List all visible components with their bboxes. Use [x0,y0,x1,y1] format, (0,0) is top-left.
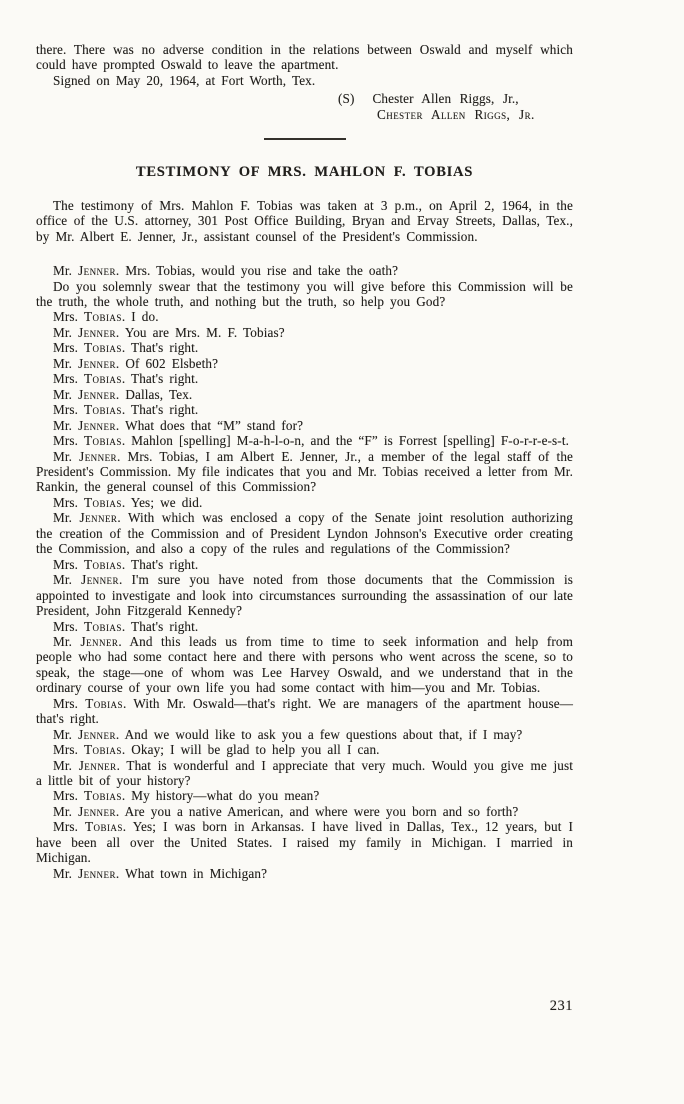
dialogue-paragraph [36,309,573,324]
dialogue-paragraph [36,619,573,634]
dialogue-text: Mrs. Tobias, would you rise and take the oath? [125,263,399,279]
dialogue-paragraph [36,356,573,371]
speaker-label: Mr. Jenner. [53,448,128,464]
dialogue-paragraph [36,804,573,819]
dialogue-paragraph [36,727,573,742]
dialogue-paragraph [36,449,573,495]
dialogue-paragraph [36,418,573,433]
speaker-label: Mr. Jenner. [53,510,129,526]
dialogue-paragraph [36,279,573,310]
dialogue-text: I do. [131,309,159,325]
speaker-label: Mrs. Tobias. [53,402,132,418]
dialogue-text: Mrs. Tobias, I am Albert E. Jenner, Jr., a member of the legal staff of the President's Commission. My file indicates that you and Mr. Tobias received a letter from Mr. Rankin, the general counsel of this Commission? [36,448,574,495]
dialogue-paragraph [36,634,573,696]
signature-name-smallcaps: Chester Allen Riggs, Jr. [377,106,535,122]
dialogue-text: I'm sure you have noted from those documents that the Commission is appointed to investigate and look into circumstances surrounding the assassination of our late President, John Fitzgerald Kennedy? [36,572,573,619]
dialogue-text: Dallas, Tex. [125,386,193,402]
dialogue-text: With Mr. Oswald—that's right. We are managers of the apartment house—that's right. [36,695,573,727]
dialogue-text: With which was enclosed a copy of the Senate joint resolution authorizing the creation of the Commission and of President Lyndon Johnson's Executive order creating the Commission, and also a copy of the rules and regulations of the Commission? [36,510,573,557]
speaker-label: Mrs. Tobias. [53,556,132,572]
speaker-label: Mrs. Tobias. [53,819,133,835]
dialogue-text: Do you solemnly swear that the testimony you will give before this Commission will be the truth, the whole truth, and nothing but the truth, so help you God? [36,278,573,309]
speaker-label: Mrs. Tobias. [53,742,132,758]
dialogue-paragraph [36,433,573,448]
speaker-label: Mr. Jenner. [53,633,130,649]
dialogue-paragraph [36,402,573,417]
dialogue-paragraph [36,340,573,355]
speaker-label: Mrs. Tobias. [53,494,131,510]
speaker-label: Mr. Jenner. [53,417,126,433]
speaker-label: Mrs. Tobias. [53,788,132,804]
dialogue-paragraph [36,742,573,757]
dialogue-text: Okay; I will be glad to help you all I can. [131,742,380,758]
dialogue-text: Yes; we did. [130,494,203,510]
signature-block [338,91,573,122]
testimony-heading: TESTIMONY OF MRS. MAHLON F. TOBIAS [135,164,474,181]
speaker-label: Mr. Jenner. [53,572,132,588]
dialogue-text: What town in Michigan? [125,865,268,881]
signature-line-typed [338,91,573,106]
speaker-label: Mr. Jenner. [53,263,126,279]
speaker-label: Mr. Jenner. [53,726,125,742]
dialogue-text: That's right. [131,402,199,418]
speaker-label: Mrs. Tobias. [53,433,132,449]
dialogue-paragraph [36,495,573,510]
dialogue-text: You are Mrs. M. F. Tobias? [124,324,285,340]
dialogue-text: And this leads us from time to time to seek information and help from people who had some contact here and there with persons who went across the scene, so to speak, the stage—one of whom was Lee Harvey Oswald, and we understand that in the ordinary course of your own life you had some contact with him—you and Mr. Tobias. [36,633,573,696]
dialogue-paragraph [36,788,573,803]
signature-name-typed: Chester Allen Riggs, Jr., [372,91,519,107]
dialogue-text: My history—what do you mean? [131,788,320,804]
dialogue-text: And we would like to ask you a few questions about that, if I may? [124,726,523,742]
dialogue-paragraph [36,510,573,556]
speaker-label: Mrs. Tobias. [53,340,132,356]
speaker-label: Mr. Jenner. [53,757,127,773]
dialogue-text: That's right. [131,556,199,572]
speaker-label: Mrs. Tobias. [53,695,134,711]
dialogue-text: What does that “M” stand for? [125,417,304,433]
testimony-intro: The testimony of Mrs. Mahlon F. Tobias was taken at 3 p.m., on April 2, 1964, in the office of the U.S. attorney, 301 Post Office Building, Bryan and Ervay Streets, Dallas, Tex., by Mr. Albert E. Jenner, Jr., assistant counsel of the President's Commission. [36,197,573,244]
dialogue-text: Are you a native American, and where were you born and so forth? [124,803,519,819]
dialogue-text: Of 602 Elsbeth? [125,355,219,371]
page-number: 231 [549,998,573,1014]
dialogue-paragraph [36,866,573,881]
dialogue-paragraph [36,325,573,340]
speaker-label: Mrs. Tobias. [53,618,132,634]
section-divider [264,138,346,140]
dialogue [36,263,573,881]
speaker-label: Mr. Jenner. [53,355,126,371]
dialogue-paragraph [36,371,573,386]
prior-testimony-continuation: there. There was no adverse condition in the relations between Oswald and myself which could have prompted Oswald to leave the apartment. [36,42,573,73]
dialogue-paragraph [36,572,573,618]
dialogue-paragraph [36,758,573,789]
dialogue-paragraph [36,819,573,865]
speaker-label: Mr. Jenner. [53,386,126,402]
signed-line: Signed on May 20, 1964, at Fort Worth, Tex. [53,72,316,88]
dialogue-text: That's right. [131,371,199,387]
speaker-label: Mrs. Tobias. [53,309,132,325]
speaker-label: Mrs. Tobias. [53,371,132,387]
dialogue-text: Yes; I was born in Arkansas. I have lived in Dallas, Tex., 12 years, but I have been all over the United States. I raised my family in Michigan. I married in Michigan. [36,819,574,866]
dialogue-paragraph [36,263,573,278]
speaker-label: Mr. Jenner. [53,324,125,340]
signature-mark: (S) [338,91,355,107]
dialogue-text: Mahlon [spelling] M-a-h-l-o-n, and the “F” is Forrest [spelling] F-o-r-r-e-s-t. [131,433,570,449]
dialogue-paragraph [36,696,573,727]
text-column [36,42,573,881]
speaker-label: Mr. Jenner. [53,803,125,819]
dialogue-text: That's right. [131,340,199,356]
dialogue-paragraph [36,557,573,572]
speaker-label: Mr. Jenner. [53,865,126,881]
dialogue-text: That's right. [131,618,199,634]
dialogue-text: That is wonderful and I appreciate that very much. Would you give me just a little bit of your history? [36,757,573,789]
dialogue-paragraph [36,387,573,402]
